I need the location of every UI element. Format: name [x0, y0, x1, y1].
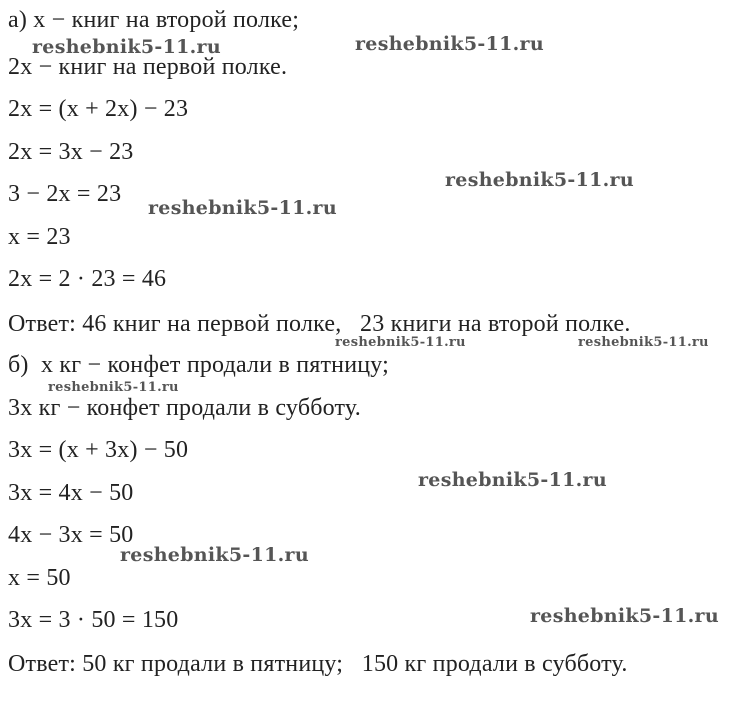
watermark: reshebnik5-11.ru [530, 605, 719, 627]
part-a-line-7: 2x = 2 · 23 = 46 [8, 266, 167, 292]
part-a-answer: Ответ: 46 книг на первой полке, 23 книги на второй полке. [8, 311, 631, 337]
watermark: reshebnik5-11.ru [418, 469, 607, 491]
part-a-line-6: x = 23 [8, 224, 71, 250]
part-b-line-2: 3x кг − конфет продали в субботу. [8, 395, 361, 421]
part-a-line-1: а) x − книг на второй полке; [8, 7, 300, 33]
part-b-line-4: 3x = 4x − 50 [8, 480, 134, 506]
part-b-line-5: 4x − 3x = 50 [8, 522, 134, 548]
part-a-line-5: 3 − 2x = 23 [8, 181, 122, 207]
part-a-line-3: 2x = (x + 2x) − 23 [8, 96, 189, 122]
watermark: reshebnik5-11.ru [355, 33, 544, 55]
watermark: reshebnik5-11.ru [335, 335, 466, 350]
watermark: reshebnik5-11.ru [48, 380, 179, 395]
part-b-line-6: x = 50 [8, 565, 71, 591]
part-a-line-4: 2x = 3x − 23 [8, 139, 134, 165]
watermark: reshebnik5-11.ru [578, 335, 709, 350]
part-a-line-2: 2x − книг на первой полке. [8, 54, 288, 80]
part-b-answer: Ответ: 50 кг продали в пятницу; 150 кг продали в субботу. [8, 651, 628, 677]
part-b-line-1: б) x кг − конфет продали в пятницу; [8, 352, 390, 378]
part-b-line-7: 3x = 3 · 50 = 150 [8, 607, 179, 633]
watermark: reshebnik5-11.ru [120, 544, 309, 566]
part-b-line-3: 3x = (x + 3x) − 50 [8, 437, 189, 463]
watermark: reshebnik5-11.ru [445, 169, 634, 191]
watermark: reshebnik5-11.ru [32, 36, 221, 58]
watermark: reshebnik5-11.ru [148, 197, 337, 219]
